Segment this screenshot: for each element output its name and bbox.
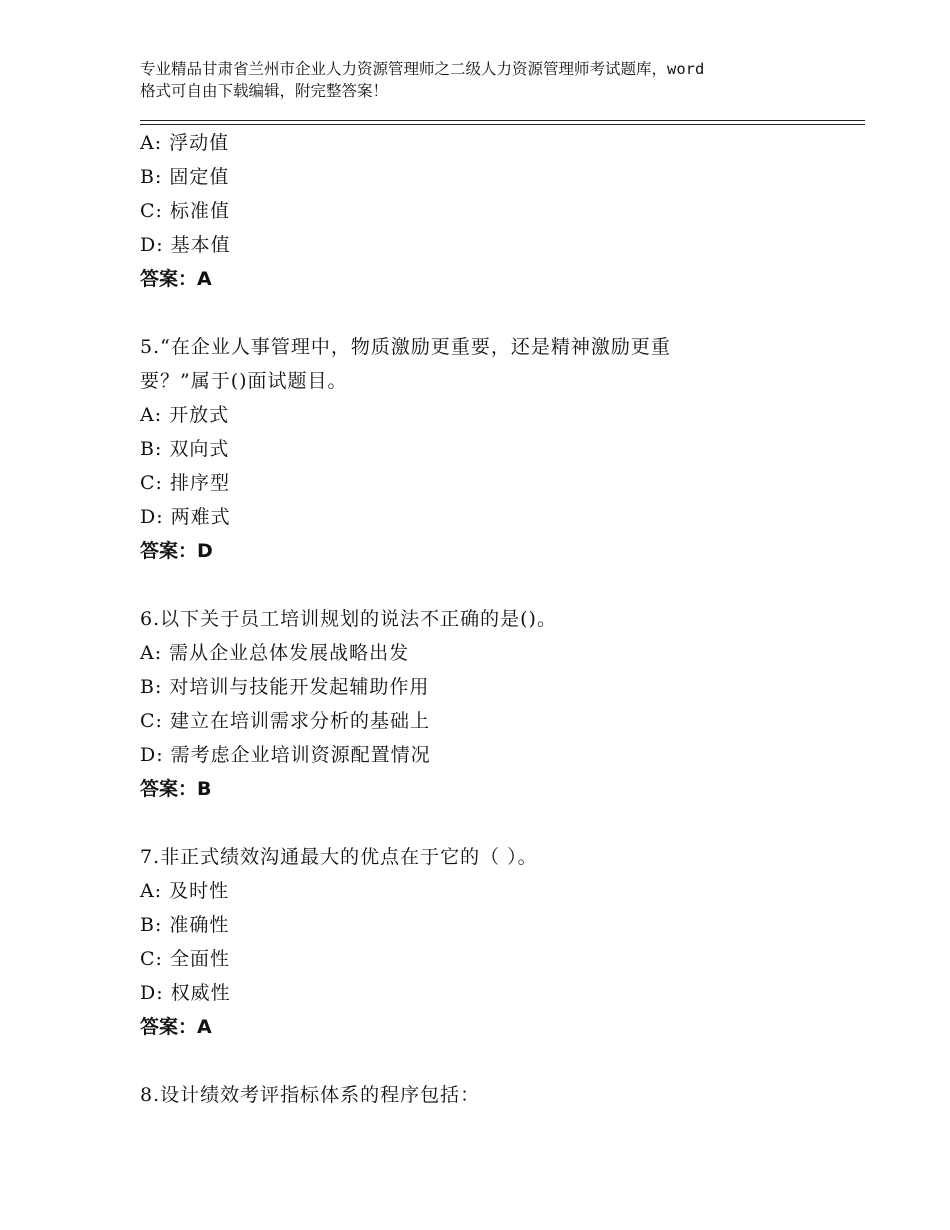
question-stem: 6.以下关于员工培训规划的说法不正确的是()。: [140, 608, 557, 630]
question-5: [140, 330, 860, 568]
option-c: C: 排序型: [140, 472, 230, 494]
option-c: C: 建立在培训需求分析的基础上: [140, 710, 430, 732]
answer-label: 答案：A: [140, 268, 212, 290]
option-c: C: 全面性: [140, 948, 230, 970]
header-divider-top: [140, 120, 865, 121]
spacer: [140, 568, 860, 602]
question-stem: 7.非正式绩效沟通最大的优点在于它的（ ）。: [140, 846, 538, 868]
question-stem: 8.设计绩效考评指标体系的程序包括：: [140, 1084, 481, 1106]
option-d: D: 两难式: [140, 506, 231, 528]
header-line-2: 格式可自由下载编辑，附完整答案！: [140, 82, 389, 100]
option-a: A: 浮动值: [140, 132, 230, 154]
question-list: [140, 126, 860, 1112]
option-a: A: 及时性: [140, 880, 230, 902]
question-stem-continued: 要？”属于()面试题目。: [140, 370, 348, 392]
question-7: [140, 840, 860, 1044]
document-header: [140, 58, 840, 102]
question-6: [140, 602, 860, 806]
option-c: C: 标准值: [140, 200, 230, 222]
answer-label: 答案：A: [140, 1016, 212, 1038]
header-divider-bottom: [140, 124, 865, 125]
question-4-tail: [140, 126, 860, 296]
option-b: B: 对培训与技能开发起辅助作用: [140, 676, 430, 698]
option-d: D: 权威性: [140, 982, 231, 1004]
option-a: A: 开放式: [140, 404, 230, 426]
option-d: D: 需考虑企业培训资源配置情况: [140, 744, 431, 766]
option-b: B: 双向式: [140, 438, 230, 460]
answer-label: 答案：B: [140, 778, 212, 800]
option-b: B: 固定值: [140, 166, 230, 188]
spacer: [140, 806, 860, 840]
option-b: B: 准确性: [140, 914, 230, 936]
header-line-1: 专业精品甘肃省兰州市企业人力资源管理师之二级人力资源管理师考试题库，word: [140, 60, 705, 78]
option-d: D: 基本值: [140, 234, 231, 256]
spacer: [140, 1044, 860, 1078]
option-a: A: 需从企业总体发展战略出发: [140, 642, 410, 664]
question-stem: 5.“在企业人事管理中，物质激励更重要，还是精神激励更重: [140, 336, 671, 358]
spacer: [140, 296, 860, 330]
answer-label: 答案：D: [140, 540, 213, 562]
question-8: [140, 1078, 860, 1112]
